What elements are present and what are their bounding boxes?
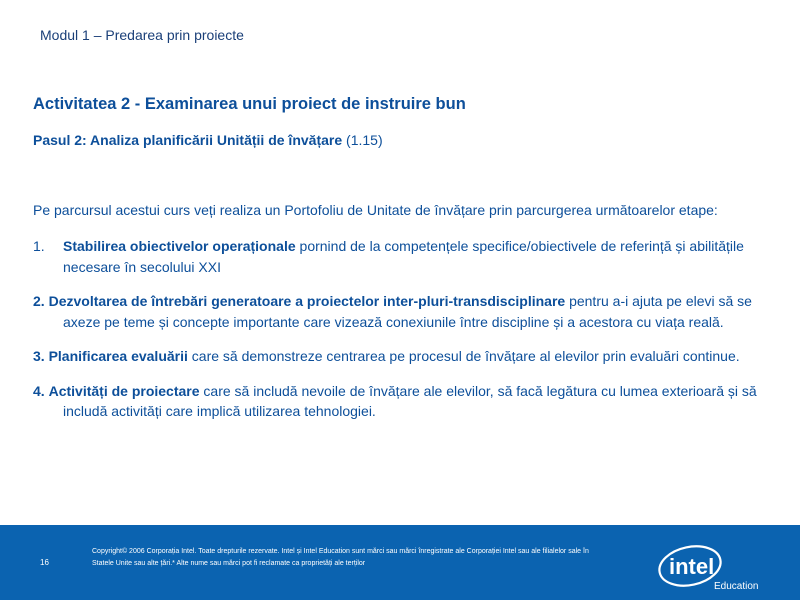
list-item-number: 3. [33, 348, 45, 364]
list-item-text: pornind de la competențele specifice/obiectivele de referință și abilitățile necesare în secolului XXI [63, 238, 744, 275]
list-item-text: pentru a-i ajuta pe elevi să se axeze pe teme și concepte importante care vizează conexiunile între discipline și a acestora cu viața reală. [63, 293, 752, 330]
list-item-title: Activități de proiectare [48, 382, 200, 399]
logo-wordmark: intel [669, 554, 715, 579]
step-heading [33, 132, 383, 148]
footer-bar [0, 525, 800, 600]
list-item [33, 236, 778, 277]
steps-list [33, 236, 778, 436]
list-item [33, 346, 778, 367]
list-item-text: care să demonstreze centrarea pe procesul de învățare al elevilor prin evaluări continue. [187, 348, 740, 364]
list-item [33, 381, 778, 422]
intel-education-logo [652, 533, 772, 597]
list-item-title: Planificarea evaluării [48, 348, 188, 364]
list-item-number: 1. [33, 238, 45, 254]
list-item [33, 291, 778, 332]
step-reference: (1.15) [346, 132, 383, 148]
intro-text: Pe parcursul acestui curs veți realiza un Portofoliu de Unitate de învățare prin parcurgerea următoarelor etape: [33, 202, 718, 218]
list-item-text: care să includă nevoile de învățare ale elevilor, să facă legătura cu lumea exterioară și să includă activități care implică utilizarea tehnologiei. [63, 382, 757, 419]
page-number: 16 [40, 558, 49, 567]
list-item-number: 4. [33, 382, 45, 399]
module-title: Modul 1 – Predarea prin proiecte [40, 27, 244, 43]
copyright-notice: Copyright© 2006 Corporația Intel. Toate drepturile rezervate. Intel și Intel Education sunt mărci sau mărci înregistrate ale Corporației Intel sau ale filialelor sale în Statele Unite sau alte țări.* Alte nume sau mărci pot fi reclamate ca proprietăți ale terților [92, 548, 589, 567]
list-item-number: 2. [33, 293, 45, 309]
list-item-title: Dezvoltarea de întrebări generatoare a proiectelor inter-pluri-transdisciplinare [48, 293, 566, 309]
list-item-title: Stabilirea obiectivelor operaționale [63, 238, 296, 254]
step-label: Pasul 2: Analiza planificării Unității de învățare [33, 132, 343, 148]
logo-subtitle: Education [714, 581, 759, 592]
activity-title: Activitatea 2 - Examinarea unui proiect de instruire bun [33, 95, 466, 113]
